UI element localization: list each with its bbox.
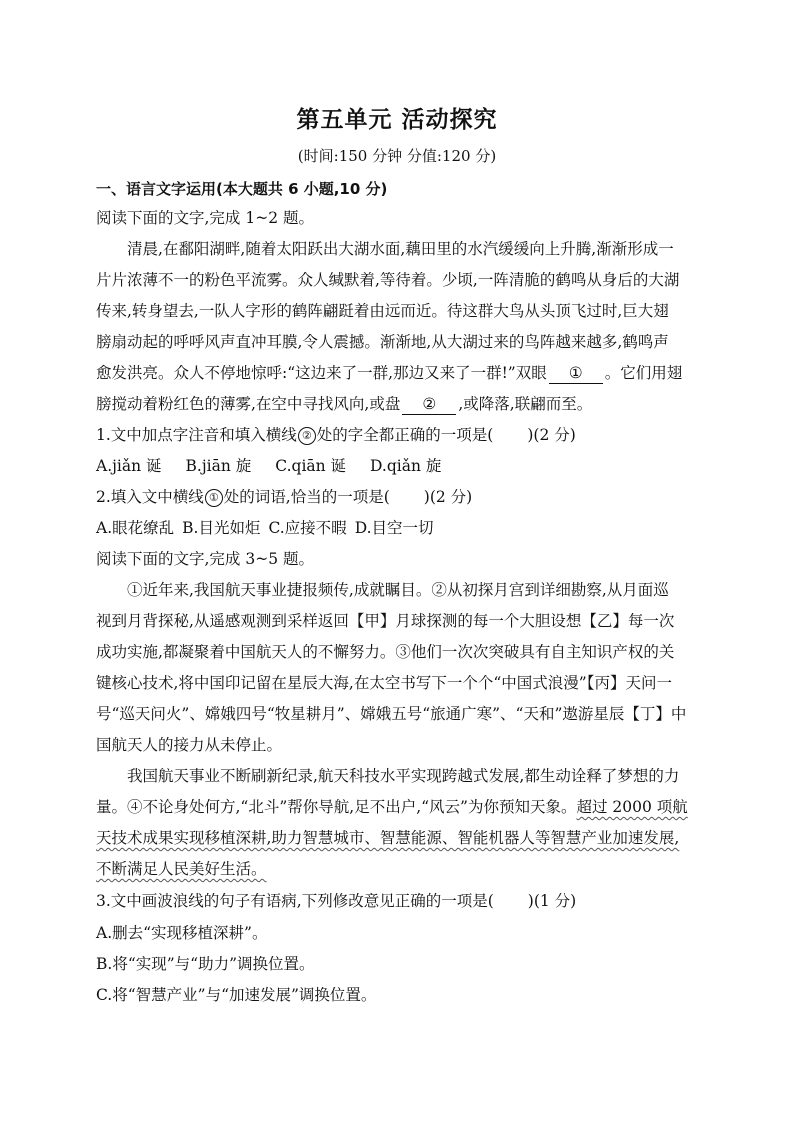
question-text: 1.文中加点字注音和填入横线 [96,426,297,444]
passage-line [96,389,706,420]
reading-intro-2: 阅读下面的文字,完成 3~5 题。 [96,550,314,568]
question-2-stem [96,482,706,513]
passage-line: ①近年来,我国航天事业捷报频传,成就瞩目。②从初探月宫到详细勘察,从月面巡 [127,581,669,599]
passage-line [96,854,706,885]
reading-intro-1: 阅读下面的文字,完成 1~2 题。 [96,209,314,227]
passage-line [96,823,706,854]
option-c: C.将“智慧产业”与“加速发展”调换位置。 [96,986,377,1004]
passage-line: 清晨,在鄱阳湖畔,随着太阳跃出大湖水面,藕田里的水汽缓缓向上升腾,渐渐形成一 [127,240,674,258]
circled-number: ② [298,427,316,445]
question-1-options [96,451,706,482]
passage-line: 视到月背探秘,从遥感观测到采样返回【甲】月球探测的每一个大胆设想【乙】每一次 [96,612,675,630]
option-b: B.将“实现”与“助力”调换位置。 [96,955,315,973]
question-score: )(1 分) [527,892,577,910]
passage-line [96,358,706,389]
section-heading: 一、语言文字运用(本大题共 6 小题,10 分) [96,180,388,198]
wavy-underlined-text: 天技术成果实现移植深耕,助力智慧城市、智慧能源、智能机器人等智慧产业加速发展, [96,829,680,847]
passage-line: 膀扇动起的呼呼风声直冲耳膜,令人震撼。渐渐地,从大湖过来的鸟阵越来越多,鹤鸣声 [96,333,669,351]
passage-line: 我国航天事业不断刷新纪录,航天科技水平实现跨越式发展,都生动诠释了梦想的力 [127,767,680,785]
option-d: D.qiǎn 旋 [370,457,442,475]
passage-line: 号“巡天问火”、嫦娥四号“牧星耕月”、嫦娥五号“旅通广寒”、“天和”遨游星辰【丁】中 [96,705,687,723]
blank-1: ① [549,363,603,384]
option-a: A.眼花缭乱 [96,519,175,537]
option-d: D.目空一切 [354,519,434,537]
passage-line [96,792,706,823]
page-subtitle: (时间:150 分钟 分值:120 分) [297,147,497,165]
blank-2: ② [402,394,456,415]
option-a: A.删去“实现移植深耕”。 [96,924,268,942]
option-b: B.目光如炬 [182,519,261,537]
passage-line: 国航天人的接力从未停止。 [96,736,283,754]
wavy-underlined-text: 不断满足人民美好生活。 [96,860,267,878]
option-b: B.jiān 旋 [185,457,252,475]
question-text: 处的词语,恰当的一项是( [223,488,390,506]
passage-line: 键核心技术,将中国印记留在星辰大海,在太空书写下一个个“中国式浪漫”【丙】天问一 [96,674,672,692]
circled-number: ① [205,489,223,507]
passage-text: ,或降落,联翩而至。 [458,395,593,413]
question-text: 2.填入文中横线 [96,488,204,506]
option-c: C.应接不暇 [268,519,347,537]
question-score: )(2 分) [423,488,473,506]
option-a: A.jiǎn 诞 [96,457,162,475]
option-c: C.qiān 诞 [275,457,347,475]
page-title: 第五单元 活动探究 [296,106,498,133]
passage-line: 传来,转身望去,一队人字形的鹤阵翩跹着由远而近。待这群大鸟从头顶飞过时,巨大翅 [96,302,669,320]
wavy-underlined-text: 超过 2000 项航 [576,798,688,816]
passage-text: 膀搅动着粉红色的薄雾,在空中寻找风向,或盘 [96,395,401,413]
question-text: 处的字全都正确的一项是( [316,426,494,444]
passage-text: 量。④不论身处何方,“北斗”帮你导航,足不出户,“风云”为你预知天象。 [96,798,577,816]
question-1-stem [96,420,706,451]
question-score: )(2 分) [527,426,576,444]
question-2-options [96,513,706,544]
passage-text: 。它们用翅 [604,364,683,382]
question-3-stem [96,886,706,917]
question-text: 3.文中画波浪线的句子有语病,下列修改意见正确的一项是( [96,892,494,910]
passage-line: 片片浓薄不一的粉色平流雾。众人缄默着,等待着。少顷,一阵清脆的鹤鸣从身后的大湖 [96,271,680,289]
passage-line: 成功实施,都凝聚着中国航天人的不懈努力。③他们一次次突破具有自主知识产权的关 [96,643,675,661]
passage-text: 愈发洪亮。众人不停地惊呼:“这边来了一群,那边又来了一群!”双眼 [96,364,547,382]
